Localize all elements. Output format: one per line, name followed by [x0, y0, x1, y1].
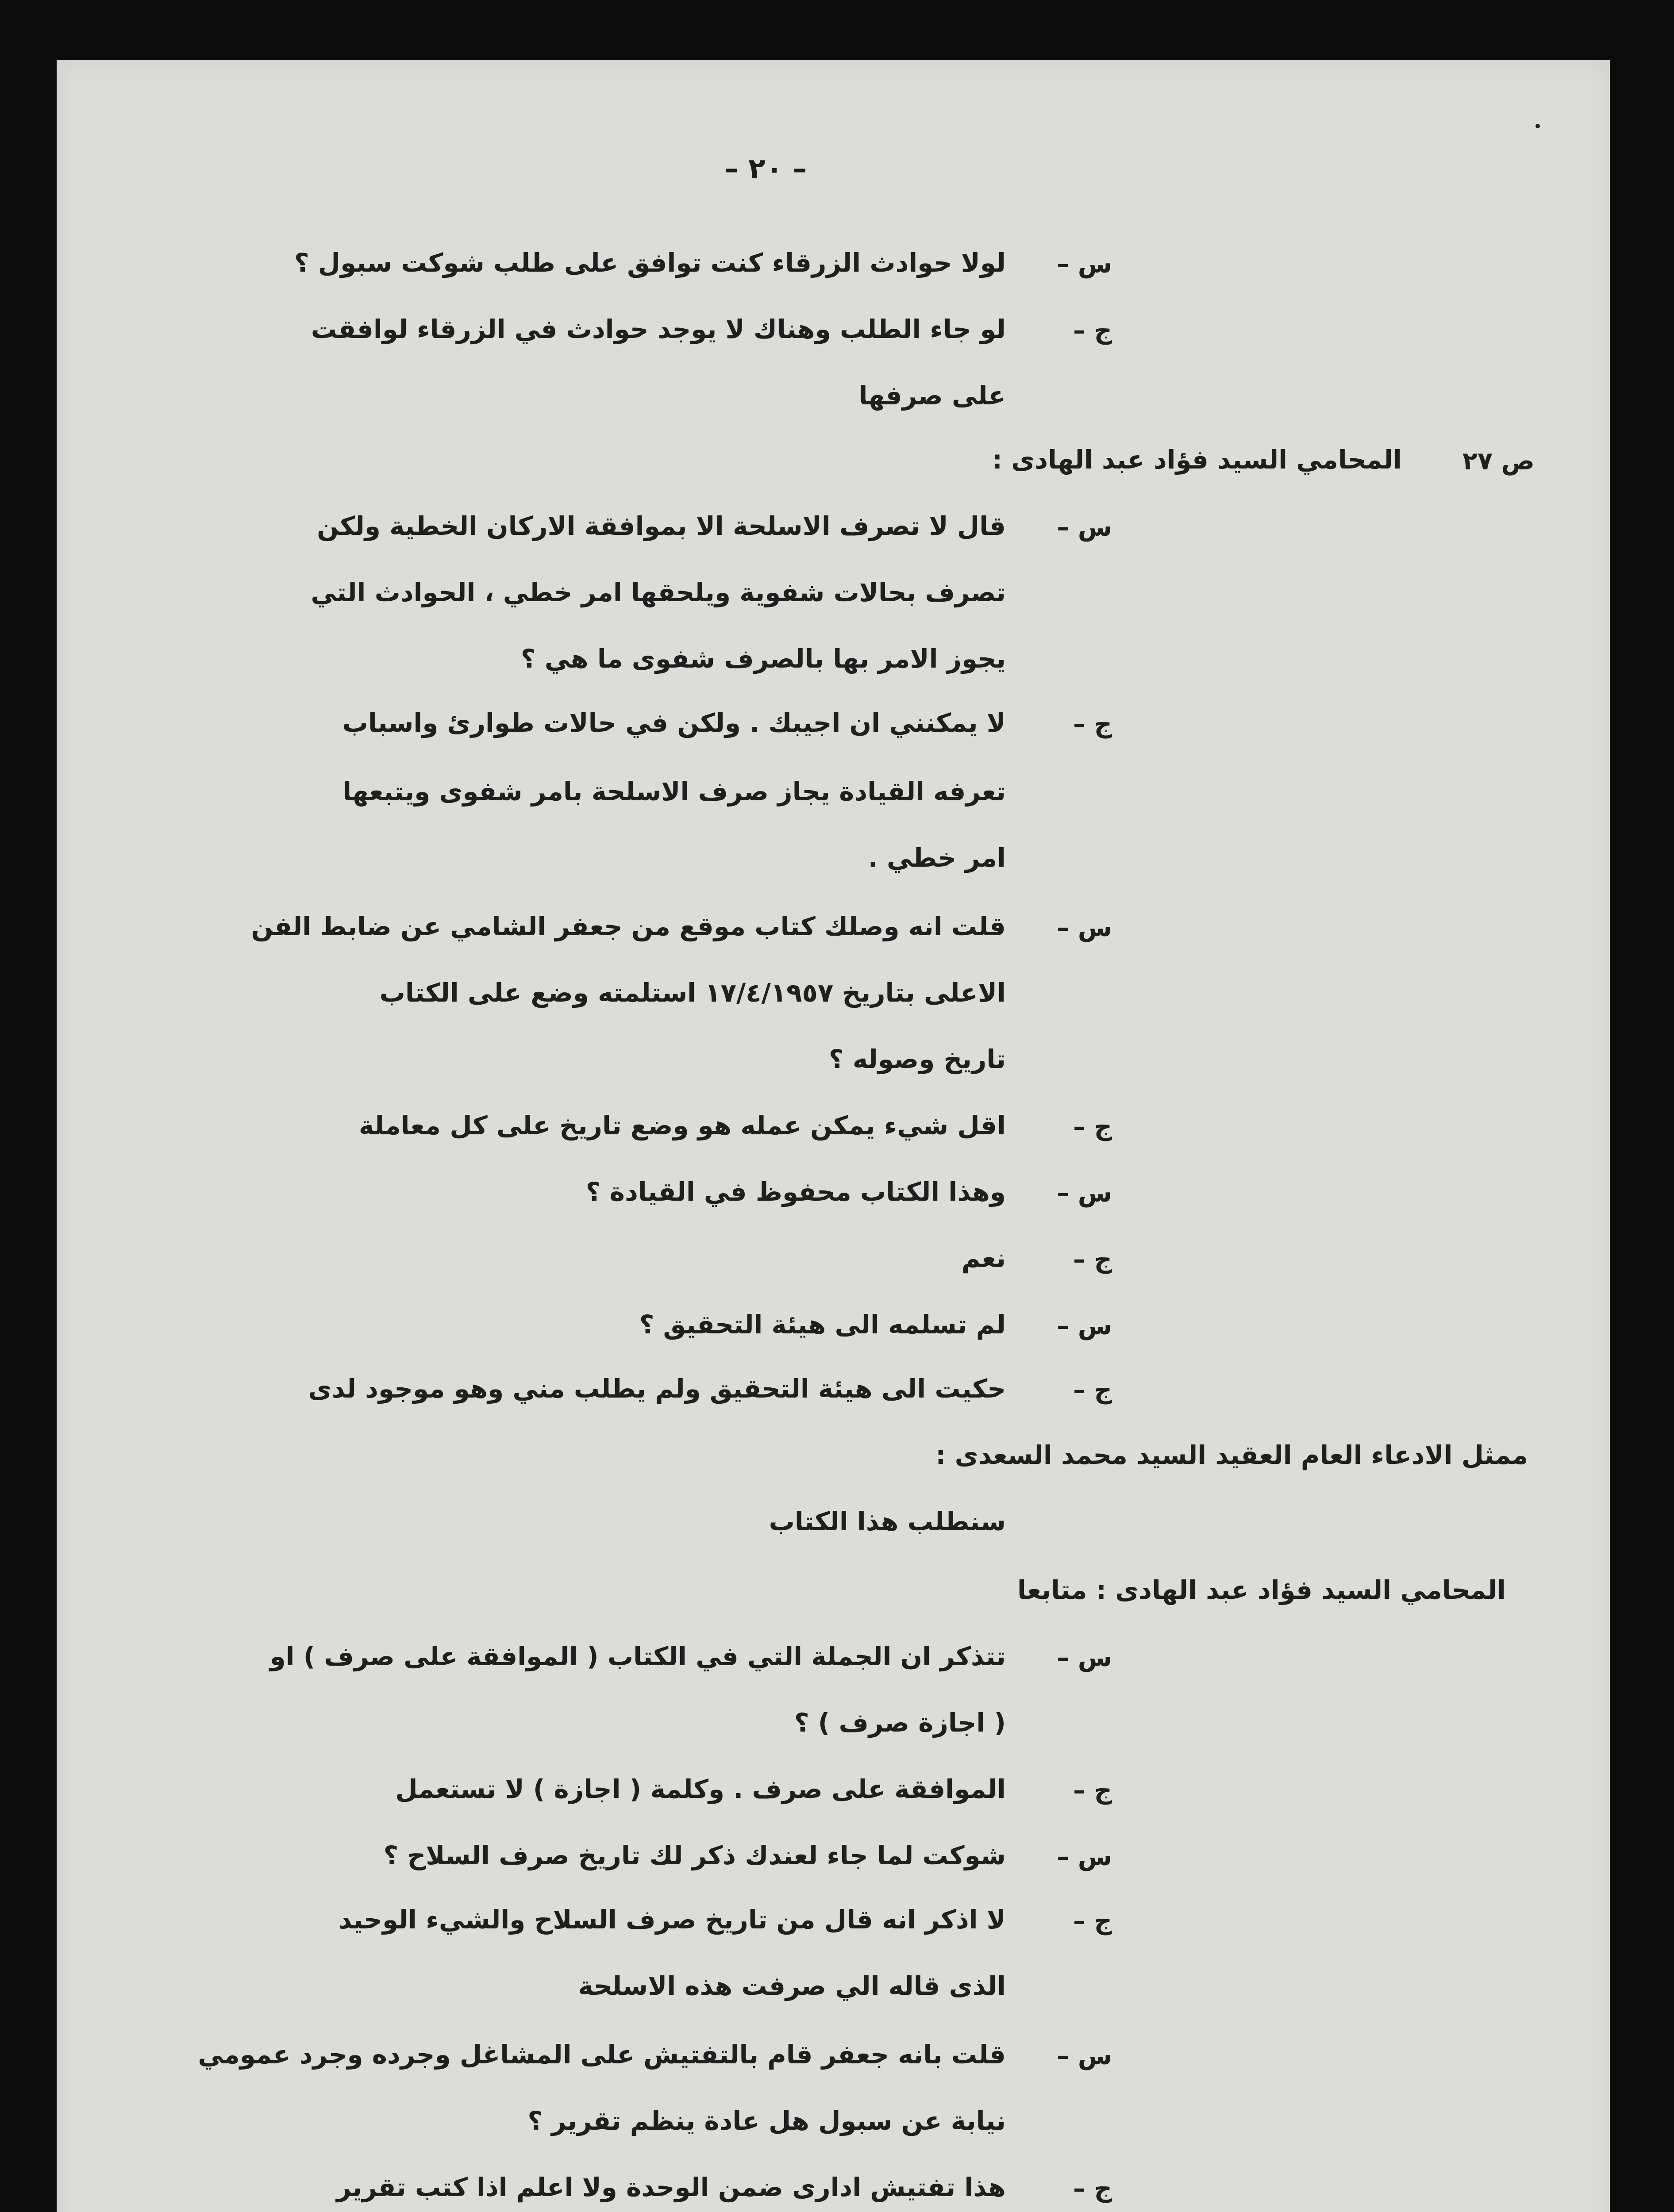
line-marker: ج – [1073, 2174, 1112, 2203]
transcript-line: الموافقة على صرف . وكلمة ( اجازة ) لا تستعمل [395, 1774, 1006, 1804]
speaker-heading: المحامي السيد فؤاد عبد الهادى : متابعا [1017, 1575, 1506, 1605]
line-marker: س – [1057, 1843, 1112, 1871]
transcript-line: الاعلى بتاريخ ١٧/٤/١٩٥٧ استلمته وضع على الكتاب [379, 978, 1006, 1008]
line-marker: ج – [1073, 1776, 1112, 1805]
speaker-heading: ممثل الادعاء العام العقيد السيد محمد السعدى : [935, 1440, 1528, 1470]
transcript-line: حكيت الى هيئة التحقيق ولم يطلب مني وهو موجود لدى [308, 1374, 1006, 1404]
line-marker: ج – [1073, 1245, 1112, 1274]
page-number: – ٢٠ – [724, 153, 807, 185]
transcript-line: قلت انه وصلك كتاب موقع من جعفر الشامي عن ضابط الفن [251, 911, 1006, 941]
transcript-line: ( اجازة صرف ) ؟ [794, 1708, 1006, 1738]
transcript-line: تاريخ وصوله ؟ [829, 1044, 1006, 1074]
transcript-line: تصرف بحالات شفوية ويلحقها امر خطي ، الحوادث التي [311, 577, 1006, 607]
line-marker: س – [1057, 513, 1112, 542]
line-marker: ج – [1073, 1907, 1112, 1936]
line-marker: ص ٢٧ [1462, 447, 1535, 476]
transcript-line: سنطلب هذا الكتاب [769, 1506, 1006, 1536]
line-marker: س – [1057, 2042, 1112, 2070]
transcript-line: تعرفه القيادة يجاز صرف الاسلحة بامر شفوى ويتبعها [342, 776, 1006, 806]
line-marker: س – [1057, 914, 1112, 942]
transcript-line: قال لا تصرف الاسلحة الا بموافقة الاركان الخطية ولكن [317, 511, 1006, 541]
line-marker: س – [1057, 1312, 1112, 1340]
line-marker: س – [1057, 1644, 1112, 1672]
speaker-heading: المحامي السيد فؤاد عبد الهادى : [992, 445, 1402, 475]
transcript-line: يجوز الامر بها بالصرف شفوى ما هي ؟ [520, 644, 1006, 674]
transcript-line: اقل شيء يمكن عمله هو وضع تاريخ على كل معاملة [358, 1110, 1006, 1141]
transcript-line: تتذكر ان الجملة التي في الكتاب ( الموافقة على صرف ) او [269, 1641, 1006, 1671]
transcript-line: الذى قاله الي صرفت هذه الاسلحة [578, 1971, 1006, 2001]
transcript-line: لم تسلمه الى هيئة التحقيق ؟ [639, 1310, 1006, 1340]
transcript-line: نيابة عن سبول هل عادة ينظم تقرير ؟ [527, 2106, 1006, 2136]
transcript-line: لولا حوادث الزرقاء كنت توافق على طلب شوكت سبول ؟ [294, 248, 1006, 278]
transcript-line: لا اذكر انه قال من تاريخ صرف السلاح والشيء الوحيد [339, 1905, 1006, 1935]
line-marker: س – [1057, 1179, 1112, 1208]
line-marker: ج – [1073, 1376, 1112, 1405]
transcript-line: لو جاء الطلب وهناك لا يوجد حوادث في الزرقاء لوافقت [311, 314, 1006, 344]
paper-speck [1535, 124, 1540, 128]
line-marker: ج – [1073, 316, 1112, 345]
transcript-line: شوكت لما جاء لعندك ذكر لك تاريخ صرف السلاح ؟ [383, 1840, 1006, 1870]
transcript-line: وهذا الكتاب محفوظ في القيادة ؟ [586, 1177, 1006, 1207]
transcript-line: لا يمكنني ان اجيبك . ولكن في حالات طوارئ واسباب [342, 708, 1006, 738]
line-marker: س – [1057, 250, 1112, 279]
transcript-line: قلت بانه جعفر قام بالتفتيش على المشاغل وجرده وجرد عمومي [198, 2039, 1006, 2070]
line-marker: ج – [1073, 1113, 1112, 1141]
line-marker: ج – [1073, 710, 1112, 739]
transcript-line: امر خطي . [868, 843, 1006, 873]
transcript-line: نعم [962, 1243, 1006, 1273]
transcript-line: على صرفها [858, 380, 1006, 411]
transcript-line: هذا تفتيش ادارى ضمن الوحدة ولا اعلم اذا كتب تقرير [336, 2172, 1006, 2202]
